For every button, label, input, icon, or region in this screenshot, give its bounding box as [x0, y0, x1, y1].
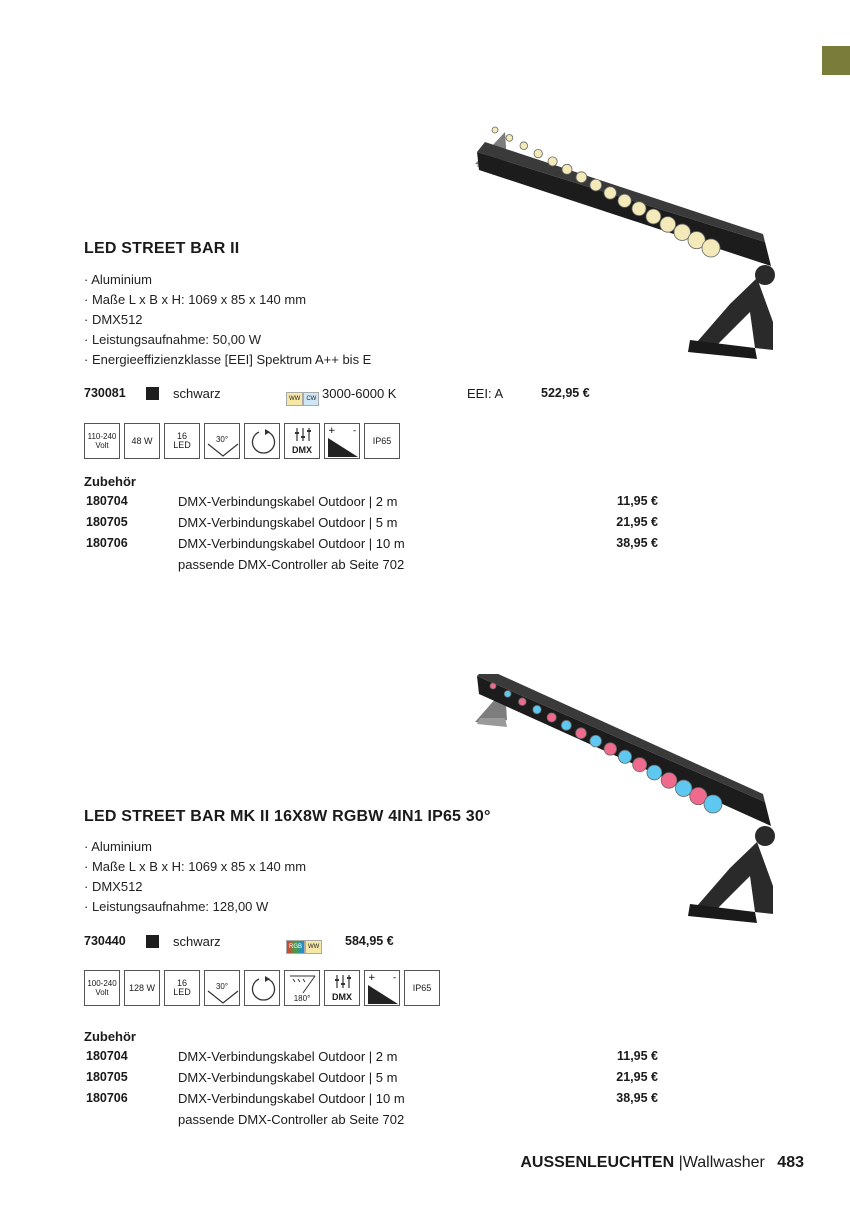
- voltage-icon: [84, 970, 120, 1006]
- footer-category: Wallwasher: [682, 1154, 765, 1171]
- led-light: [504, 690, 511, 697]
- variant-price: 522,95 €: [541, 386, 590, 400]
- voltage-unit: Volt: [95, 441, 109, 450]
- voltage-range: 110-240: [87, 432, 117, 441]
- accessories-list: [84, 1046, 664, 1130]
- accessory-desc: DMX-Verbindungskabel Outdoor | 2 m: [178, 494, 398, 509]
- led-light: [547, 713, 556, 722]
- beam-angle-icon: [204, 423, 240, 459]
- led-light: [590, 179, 602, 191]
- dimmer-icon: [324, 423, 360, 459]
- eei-rating: EEI: A: [467, 386, 504, 401]
- wattage-value: 48 W: [131, 435, 153, 446]
- badge-rgb: RGB: [286, 940, 305, 954]
- voltage-unit: Volt: [95, 988, 109, 997]
- accessory-desc: DMX-Verbindungskabel Outdoor | 2 m: [178, 1049, 398, 1064]
- led-count-icon: [164, 970, 200, 1006]
- wattage-value: 128 W: [128, 982, 155, 993]
- accessory-sku: 180705: [86, 515, 128, 529]
- badge-ww: WW: [305, 940, 322, 954]
- variant-color: schwarz: [173, 934, 221, 949]
- accessory-row: [84, 1067, 664, 1088]
- svg-text:-: -: [393, 973, 397, 983]
- page-footer: [520, 1154, 804, 1172]
- accessory-sku: 180706: [86, 1091, 128, 1105]
- dimmer-icon: [364, 970, 400, 1006]
- led-light: [646, 209, 661, 224]
- ip-rating-icon: [364, 423, 400, 459]
- accessory-price: 11,95 €: [616, 494, 658, 508]
- accessories-heading: Zubehör: [84, 474, 136, 489]
- wattage-icon: [124, 423, 160, 459]
- dmx-icon: [284, 423, 320, 459]
- feature-list: [84, 837, 306, 917]
- accessories-list: [84, 491, 664, 575]
- accessory-desc: DMX-Verbindungskabel Outdoor | 10 m: [178, 1091, 405, 1106]
- led-light: [520, 142, 528, 150]
- accessory-row: [84, 1088, 664, 1109]
- led-light: [590, 735, 602, 747]
- led-count-icon: [164, 423, 200, 459]
- accessory-price: 38,95 €: [616, 1091, 658, 1105]
- footer-section: AUSSENLEUCHTEN: [520, 1154, 675, 1171]
- feature-item: · DMX512: [84, 877, 306, 897]
- color-swatch: [146, 387, 159, 400]
- ip-rating: IP65: [372, 435, 392, 446]
- svg-text:+: +: [328, 426, 336, 436]
- accessory-sku: 180706: [86, 536, 128, 550]
- product-title: LED STREET BAR II: [84, 240, 240, 257]
- voltage-range: 100-240: [87, 979, 117, 988]
- rotation-icon: [244, 970, 280, 1006]
- accessory-note: [84, 1109, 664, 1130]
- color-badges: [286, 935, 322, 954]
- led-count: 16: [176, 431, 187, 441]
- led-light: [490, 683, 496, 689]
- accessory-row: [84, 533, 664, 554]
- chapter-tab: [822, 46, 850, 75]
- feature-item: · Leistungsaufnahme: 50,00 W: [84, 330, 371, 350]
- accessory-sku: 180705: [86, 1070, 128, 1084]
- accessory-note-text: passende DMX-Controller ab Seite 702: [178, 557, 405, 572]
- accessory-desc: DMX-Verbindungskabel Outdoor | 5 m: [178, 1070, 398, 1085]
- svg-text:-: -: [353, 426, 357, 436]
- feature-item: · Aluminium: [84, 270, 371, 290]
- led-light: [548, 157, 557, 166]
- accessory-price: 21,95 €: [616, 1070, 658, 1084]
- ip-rating-icon: [404, 970, 440, 1006]
- led-light: [533, 705, 541, 713]
- led-light: [660, 217, 676, 233]
- beam-angle-value: 30°: [215, 981, 229, 991]
- led-light: [534, 149, 542, 157]
- color-swatch: [146, 935, 159, 948]
- led-light: [675, 780, 691, 796]
- feature-list: [84, 270, 371, 370]
- led-label: LED: [173, 440, 191, 450]
- voltage-icon: [84, 423, 120, 459]
- footer-separator: |: [678, 1154, 683, 1171]
- accessory-desc: DMX-Verbindungskabel Outdoor | 10 m: [178, 536, 405, 551]
- tilt-angle-icon: [284, 970, 320, 1006]
- led-light: [632, 202, 646, 216]
- wattage-icon: [124, 970, 160, 1006]
- feature-item: · Energieeffizienzklasse [EEI] Spektrum A++ bis E: [84, 350, 371, 370]
- led-light: [604, 187, 616, 199]
- led-light: [576, 728, 587, 739]
- variant-sku: 730440: [84, 934, 126, 948]
- product-image-street-bar: [465, 112, 795, 367]
- feature-item: · Maße L x B x H: 1069 x 85 x 140 mm: [84, 857, 306, 877]
- product-title: LED STREET BAR MK II 16X8W RGBW 4IN1 IP65 30°: [84, 808, 491, 825]
- beam-angle-value: 30°: [215, 434, 229, 444]
- color-temperature: 3000-6000 K: [322, 386, 397, 401]
- led-light: [604, 743, 616, 755]
- ip-rating: IP65: [412, 982, 432, 993]
- accessory-price: 11,95 €: [616, 1049, 658, 1063]
- spec-icons: [84, 970, 440, 1006]
- accessory-sku: 180704: [86, 1049, 128, 1063]
- beam-angle-icon: [204, 970, 240, 1006]
- led-light: [519, 698, 527, 706]
- variant-price: 584,95 €: [345, 934, 394, 948]
- led-light: [561, 720, 571, 730]
- badge-ww: WW: [286, 392, 303, 406]
- rotation-icon: [244, 423, 280, 459]
- accessory-price: 38,95 €: [616, 536, 658, 550]
- led-light: [661, 773, 677, 789]
- dmx-label: DMX: [292, 444, 312, 455]
- feature-item: · Leistungsaufnahme: 128,00 W: [84, 897, 306, 917]
- led-light: [562, 164, 572, 174]
- feature-item: · DMX512: [84, 310, 371, 330]
- product-image-street-bar-rgbw: [465, 674, 795, 929]
- led-light: [618, 750, 631, 763]
- led-count: 16: [176, 978, 187, 988]
- accessory-note: [84, 554, 664, 575]
- svg-text:+: +: [368, 973, 376, 983]
- led-light: [492, 127, 498, 133]
- led-light: [702, 239, 720, 257]
- accessory-row: [84, 512, 664, 533]
- color-badges: [286, 387, 319, 406]
- accessory-sku: 180704: [86, 494, 128, 508]
- dmx-icon: [324, 970, 360, 1006]
- accessories-heading: Zubehör: [84, 1029, 136, 1044]
- tilt-angle-value: 180°: [293, 993, 311, 1003]
- spec-icons: [84, 423, 400, 459]
- variant-sku: 730081: [84, 386, 126, 400]
- accessory-desc: DMX-Verbindungskabel Outdoor | 5 m: [178, 515, 398, 530]
- led-light: [576, 172, 587, 183]
- led-label: LED: [173, 987, 191, 997]
- feature-item: · Maße L x B x H: 1069 x 85 x 140 mm: [84, 290, 371, 310]
- badge-cw: CW: [303, 392, 319, 406]
- led-row: [490, 683, 722, 813]
- feature-item: · Aluminium: [84, 837, 306, 857]
- led-light: [506, 134, 513, 141]
- accessory-note-text: passende DMX-Controller ab Seite 702: [178, 1112, 405, 1127]
- led-light: [647, 765, 662, 780]
- led-row: [492, 127, 720, 257]
- led-light: [633, 758, 647, 772]
- accessory-price: 21,95 €: [616, 515, 658, 529]
- accessory-row: [84, 491, 664, 512]
- led-light: [704, 795, 722, 813]
- dmx-label: DMX: [332, 991, 352, 1002]
- accessory-row: [84, 1046, 664, 1067]
- led-light: [618, 194, 631, 207]
- page-number: 483: [777, 1154, 804, 1171]
- variant-color: schwarz: [173, 386, 221, 401]
